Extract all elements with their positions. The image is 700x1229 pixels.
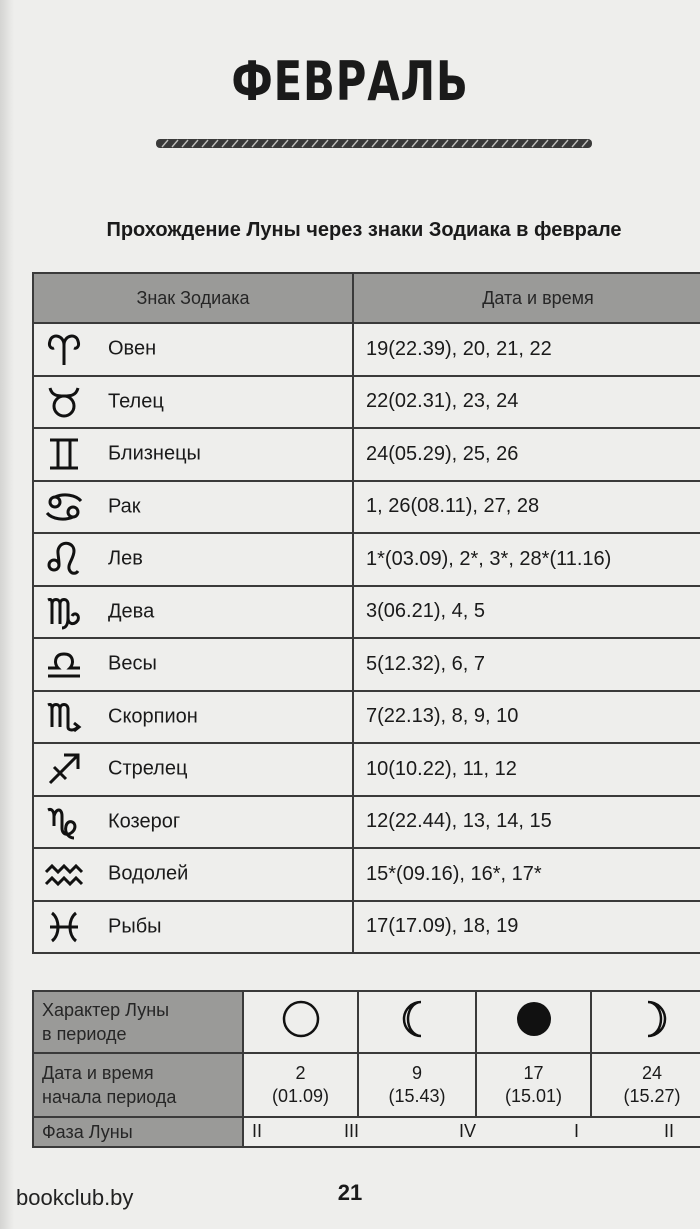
dates-cell: 3(06.21), 4, 5 [353, 586, 700, 639]
capricorn-icon [44, 804, 84, 840]
zodiac-row [33, 848, 700, 901]
table-caption: Прохождение Луны через знаки Зодиака в феврале [106, 219, 622, 241]
sign-name: Стрелец [108, 757, 188, 780]
dates-cell: 12(22.44), 13, 14, 15 [353, 796, 700, 849]
dates-cell: 1, 26(08.11), 27, 28 [353, 481, 700, 534]
sign-cell [33, 691, 353, 744]
sign-name: Близнецы [108, 442, 201, 465]
sign-name: Телец [108, 390, 164, 413]
leo-icon [44, 541, 84, 577]
sign-cell [33, 586, 353, 639]
gemini-icon [44, 436, 84, 472]
waxing-crescent-icon [632, 999, 672, 1039]
phase-value: I [574, 1121, 580, 1141]
phase-value: II [664, 1121, 675, 1141]
sign-name: Дева [108, 600, 155, 623]
full-moon-icon [514, 999, 554, 1039]
waning-crescent-icon [397, 999, 437, 1039]
watermark-site: bookclub.by [16, 1185, 134, 1210]
sign-cell [33, 638, 353, 691]
moon-phase-label: Фаза Луны [33, 1117, 243, 1147]
zodiac-table [32, 272, 700, 954]
period-time: (15.01) [504, 1086, 563, 1106]
moon-character-label [33, 991, 243, 1053]
sagittarius-icon [44, 751, 84, 787]
taurus-icon [44, 384, 84, 420]
zodiac-row [33, 533, 700, 586]
dates-cell: 15*(09.16), 16*, 17* [353, 848, 700, 901]
period-start-label [33, 1053, 243, 1117]
new-moon-icon [281, 999, 321, 1039]
page-title: ФЕВРАЛЬ [231, 50, 469, 113]
sign-name: Козерог [108, 810, 181, 833]
period-cell [358, 1053, 476, 1117]
zodiac-row [33, 481, 700, 534]
header-sign: Знак Зодиака [33, 273, 353, 323]
moon-symbol-cell [591, 991, 700, 1053]
phase-value: IV [459, 1121, 477, 1141]
label-line: Характер Луны [42, 1000, 170, 1020]
libra-icon [44, 646, 84, 682]
dates-cell: 17(17.09), 18, 19 [353, 901, 700, 954]
period-day: 2 [295, 1063, 306, 1083]
moon-symbol-cell [243, 991, 358, 1053]
dates-cell: 5(12.32), 6, 7 [353, 638, 700, 691]
period-time: (15.27) [623, 1086, 681, 1106]
dates-cell: 1*(03.09), 2*, 3*, 28*(11.16) [353, 533, 700, 586]
dates-cell: 24(05.29), 25, 26 [353, 428, 700, 481]
aquarius-icon [44, 856, 84, 892]
sign-name: Лев [108, 547, 143, 570]
sign-name: Рыбы [108, 915, 162, 938]
moon-symbol-cell [476, 991, 591, 1053]
decorative-rope-divider [156, 134, 592, 152]
label-line: в периоде [42, 1024, 127, 1044]
pisces-icon [44, 909, 84, 945]
sign-cell [33, 376, 353, 429]
moon-phase-row [33, 1117, 700, 1147]
sign-name: Рак [108, 495, 141, 518]
label-line: начала периода [42, 1087, 177, 1107]
zodiac-table-header [33, 273, 700, 323]
label-line: Дата и время [42, 1063, 154, 1083]
aries-icon [44, 331, 84, 367]
zodiac-row [33, 691, 700, 744]
zodiac-row [33, 901, 700, 954]
zodiac-row [33, 376, 700, 429]
period-time: (01.09) [271, 1086, 330, 1106]
zodiac-row [33, 323, 700, 376]
zodiac-row [33, 428, 700, 481]
virgo-icon [44, 594, 84, 630]
cancer-icon [44, 489, 84, 525]
dates-cell: 22(02.31), 23, 24 [353, 376, 700, 429]
moon-phase-table [32, 990, 700, 1148]
scorpio-icon [44, 699, 84, 735]
period-cell [591, 1053, 700, 1117]
sign-cell [33, 848, 353, 901]
period-day: 24 [641, 1063, 663, 1083]
dates-cell: 7(22.13), 8, 9, 10 [353, 691, 700, 744]
sign-name: Скорпион [108, 705, 198, 728]
zodiac-row [33, 796, 700, 849]
moon-symbol-cell [358, 991, 476, 1053]
sign-cell [33, 533, 353, 586]
period-day: 17 [523, 1063, 544, 1083]
dates-cell: 10(10.22), 11, 12 [353, 743, 700, 796]
phase-value: II [252, 1121, 263, 1141]
sign-cell [33, 323, 353, 376]
phase-values-cell [243, 1117, 700, 1147]
dates-cell: 19(22.39), 20, 21, 22 [353, 323, 700, 376]
period-cell [243, 1053, 358, 1117]
period-time: (15.43) [388, 1086, 446, 1106]
sign-cell [33, 428, 353, 481]
sign-name: Весы [108, 652, 157, 675]
period-cell [476, 1053, 591, 1117]
sign-cell [33, 481, 353, 534]
sign-cell [33, 901, 353, 954]
page-number: 21 [337, 1180, 363, 1205]
sign-cell [33, 796, 353, 849]
sign-name: Водолей [108, 862, 189, 885]
zodiac-row [33, 586, 700, 639]
period-day: 9 [411, 1063, 422, 1083]
phase-value: III [344, 1121, 360, 1141]
page-edge-shadow [0, 0, 14, 1229]
sign-cell [33, 743, 353, 796]
period-start-row [33, 1053, 700, 1117]
zodiac-row [33, 743, 700, 796]
header-dates: Дата и время [353, 273, 700, 323]
zodiac-row [33, 638, 700, 691]
moon-character-row [33, 991, 700, 1053]
sign-name: Овен [108, 337, 157, 360]
